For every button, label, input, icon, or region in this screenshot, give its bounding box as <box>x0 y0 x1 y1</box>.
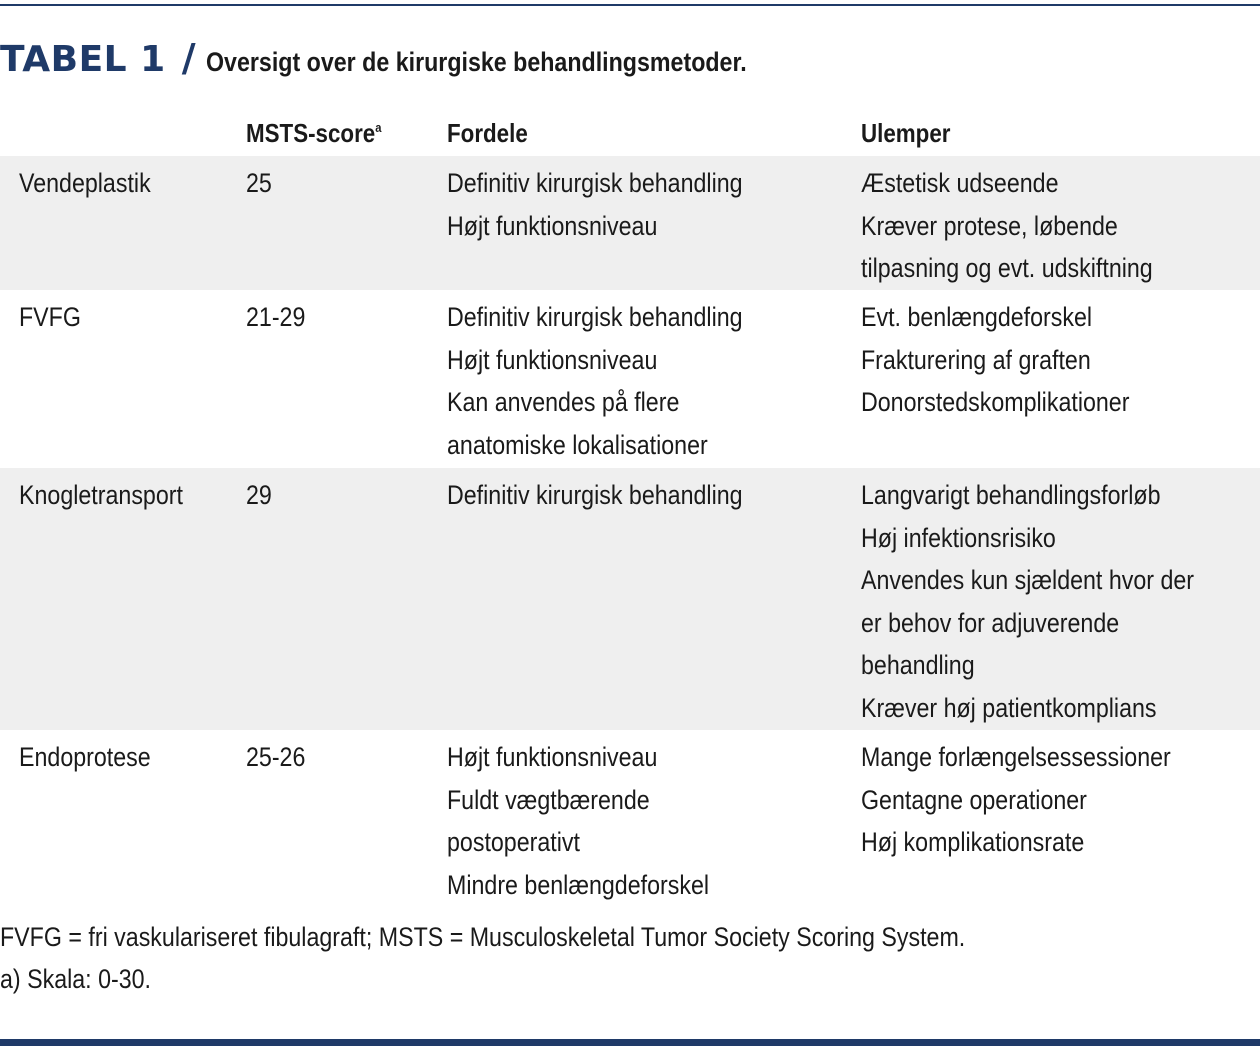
cell-fordele <box>447 474 743 517</box>
ulemper-line: Høj infektionsrisiko <box>861 522 1056 553</box>
top-rule <box>0 4 1260 6</box>
fordele-line: anatomiske lokalisationer <box>447 429 708 460</box>
fordele-line: Definitiv kirurgisk behandling <box>447 302 743 332</box>
cell-score: 29 <box>246 480 272 510</box>
fordele-line: Højt funktionsniveau <box>447 210 658 241</box>
ulemper-line: behandling <box>861 650 975 680</box>
ulemper-line: Langvarigt behandlingsforløb <box>861 480 1161 510</box>
cell-ulemper <box>861 474 1194 729</box>
table-row <box>0 290 1260 468</box>
cell-method: Endoprotese <box>19 742 151 772</box>
fordele-line: Definitiv kirurgisk behandling <box>447 168 743 198</box>
bottom-rule <box>0 1039 1260 1046</box>
header-fordele: Fordele <box>447 118 528 148</box>
ulemper-line: Kræver protese, løbende <box>861 210 1118 241</box>
fordele-line: Højt funktionsniveau <box>447 742 658 772</box>
header-msts-score-text: MSTS-score <box>246 118 376 148</box>
ulemper-line: Æstetisk udseende <box>861 168 1059 198</box>
footnotes <box>0 916 965 1000</box>
cell-ulemper <box>861 296 1129 424</box>
ulemper-line: tilpasning og evt. udskiftning <box>861 253 1153 283</box>
table-row <box>0 730 1260 908</box>
table-title: Oversigt over de kirurgiske behandlingsmetoder. <box>205 47 747 77</box>
fordele-line: Fuldt vægtbærende <box>447 784 650 815</box>
table-body <box>0 156 1260 908</box>
header-ulemper: Ulemper <box>861 118 951 148</box>
ulemper-line: Høj komplikationsrate <box>861 827 1085 857</box>
cell-score: 21-29 <box>246 302 306 332</box>
table-header-row <box>0 110 1260 156</box>
cell-method: Vendeplastik <box>19 168 151 198</box>
fordele-line: Højt funktionsniveau <box>447 344 658 375</box>
cell-fordele <box>447 296 743 466</box>
fordele-line: Kan anvendes på flere <box>447 387 680 417</box>
fordele-line: Mindre benlængdeforskel <box>447 869 710 900</box>
table-heading <box>0 36 834 82</box>
heading-slash: / <box>181 36 196 80</box>
footnote-scale: a) Skala: 0-30. <box>0 964 152 994</box>
ulemper-line: Evt. benlængdeforskel <box>861 302 1093 332</box>
treatment-table <box>0 110 1260 908</box>
ulemper-line: Donorstedskomplikationer <box>861 387 1130 417</box>
header-msts-footnote-mark: a <box>375 120 382 135</box>
cell-method: Knogletransport <box>19 480 183 510</box>
ulemper-line: er behov for adjuverende <box>861 607 1120 638</box>
cell-ulemper <box>861 736 1171 864</box>
cell-score: 25-26 <box>246 742 306 772</box>
ulemper-line: Anvendes kun sjældent hvor der <box>861 565 1195 595</box>
table-row <box>0 468 1260 730</box>
header-msts-score <box>246 118 381 149</box>
cell-method: FVFG <box>19 302 81 332</box>
cell-fordele <box>447 162 743 247</box>
fordele-line: Definitiv kirurgisk behandling <box>447 480 743 510</box>
ulemper-line: Gentagne operationer <box>861 784 1087 815</box>
footnote-abbreviations: FVFG = fri vaskulariseret fibulagraft; MSTS = Musculoskeletal Tumor Society Scoring System. <box>0 922 966 952</box>
ulemper-line: Frakturering af graften <box>861 344 1091 375</box>
ulemper-line: Kræver høj patientkomplians <box>861 692 1157 723</box>
cell-fordele <box>447 736 709 906</box>
cell-ulemper <box>861 162 1153 290</box>
fordele-line: postoperativt <box>447 827 580 857</box>
table-number-label: TABEL 1 <box>0 39 166 80</box>
cell-score: 25 <box>246 168 272 198</box>
table-row <box>0 156 1260 290</box>
ulemper-line: Mange forlængelsessessioner <box>861 742 1171 772</box>
